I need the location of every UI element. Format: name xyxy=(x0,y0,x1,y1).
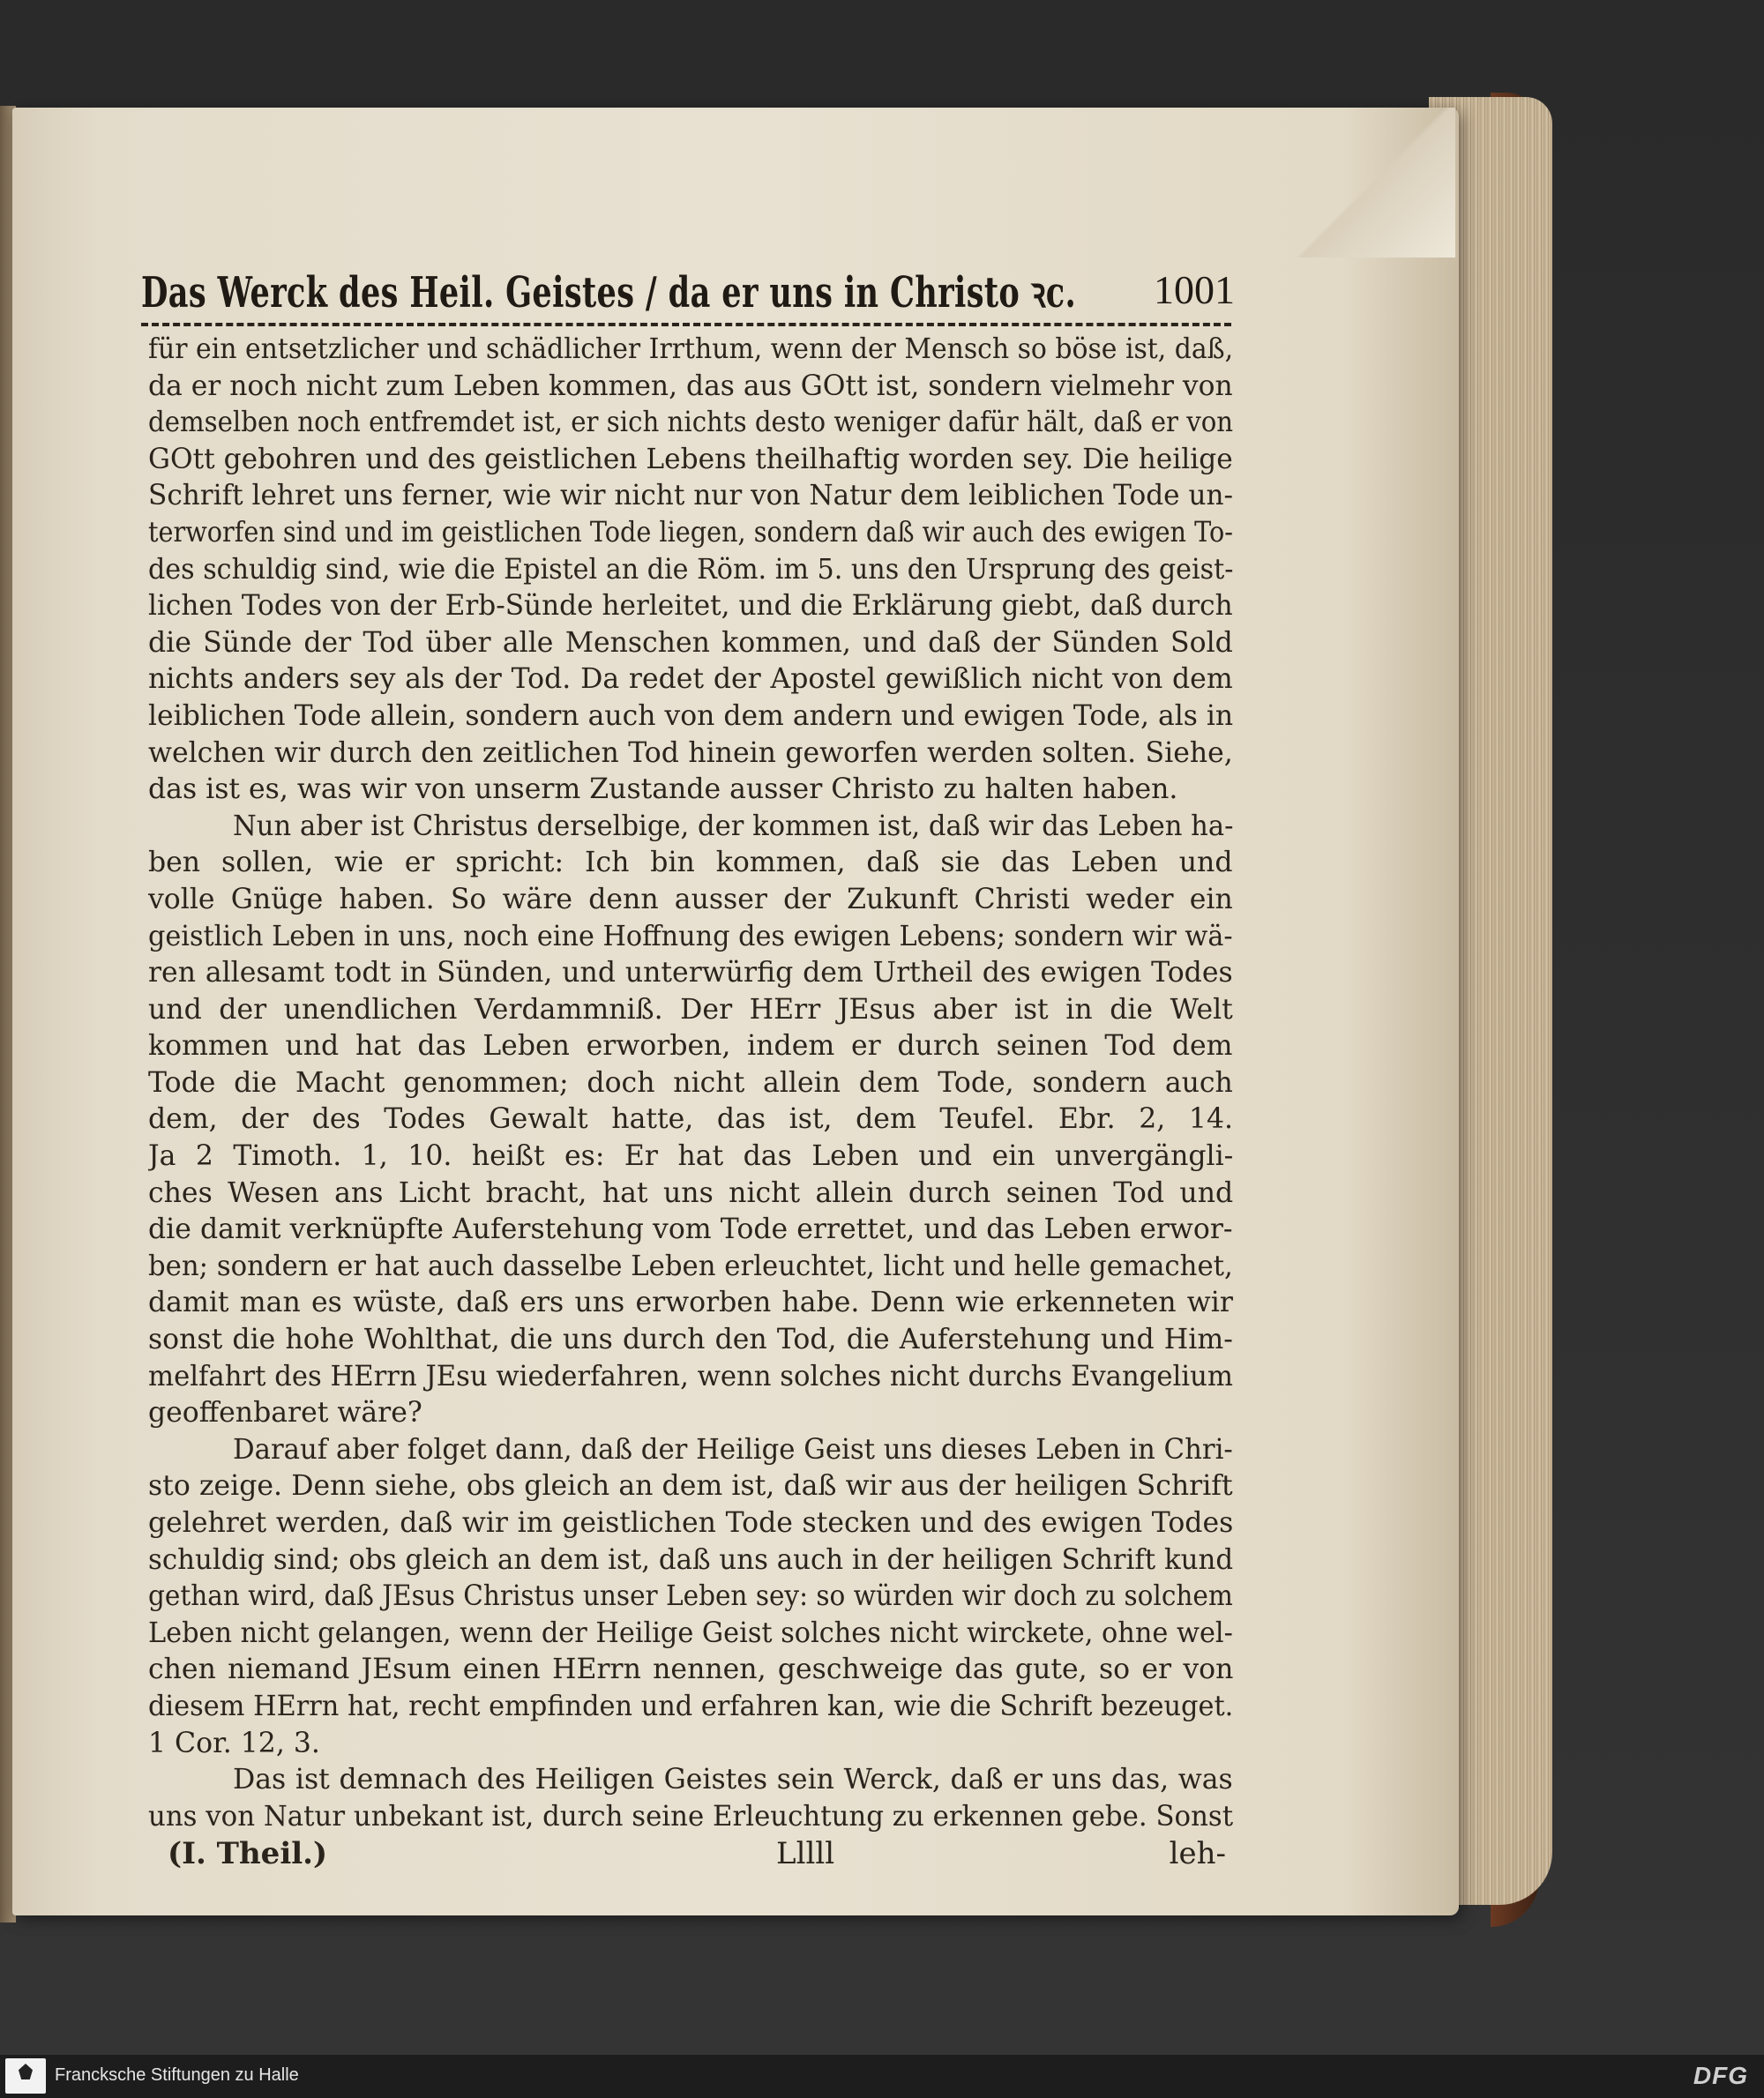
page-footer xyxy=(168,1836,1226,1880)
text-line xyxy=(148,809,1233,846)
text-line xyxy=(148,1249,1233,1286)
text-line xyxy=(148,882,1233,919)
text-line-content: gelehret werden, daß wir im geistlichen Tode stecken und des ewigen Todes xyxy=(148,1507,1233,1539)
text-line-content: sonst die hohe Wohlthat, die uns durch den Tod, die Auferstehung und Him- xyxy=(148,1324,1233,1356)
text-line xyxy=(148,1359,1233,1396)
text-line-content: Nun aber ist Christus derselbige, der kommen ist, daß wir das Leben ha- xyxy=(233,810,1233,842)
text-line-content: das ist es, was wir von unserm Zustande ausser Christo zu halten haben. xyxy=(148,773,1178,806)
text-line xyxy=(148,1542,1233,1579)
text-line-content: ben; sondern er hat auch dasselbe Leben erleuchtet, licht und helle gemachet, xyxy=(148,1250,1233,1282)
text-line-content: GOtt gebohren und des geistlichen Lebens theilhaftig worden sey. Die heilige xyxy=(148,443,1233,475)
text-line-content: Tode die Macht genommen; doch nicht allein dem Tode, sondern auch xyxy=(148,1066,1233,1099)
text-line-content: lichen Todes von der Erb-Sünde herleitet, und die Erklärung giebt, daß durch xyxy=(148,590,1233,623)
text-line xyxy=(148,1799,1233,1836)
institution-name: Francksche Stiftungen zu Halle xyxy=(55,2065,299,2085)
text-line-content: des schuldig sind, wie die Epistel an die Röm. im 5. uns den Ursprung des geist- xyxy=(148,553,1233,586)
text-line-content: für ein entsetzlicher und schädlicher Irrthum, wenn der Mensch so böse ist, daß, xyxy=(148,333,1233,365)
text-line-content: Schrift lehret uns ferner, wie wir nicht nur von Natur dem leiblichen Tode un- xyxy=(148,480,1233,512)
text-line-content: kommen und hat das Leben erworben, indem er durch seinen Tod dem xyxy=(148,1030,1233,1063)
text-line-content: ches Wesen ans Licht bracht, hat uns nicht allein durch seinen Tod und xyxy=(148,1176,1233,1209)
text-line-content: chen niemand JEsum einen HErrn nennen, geschweige das gute, so er von xyxy=(148,1654,1233,1686)
text-line-content: leiblichen Tode allein, sondern auch von dem andern und ewigen Tode, als in xyxy=(148,699,1233,732)
text-line xyxy=(148,1762,1233,1799)
text-line xyxy=(148,1468,1233,1505)
text-line-content: und der unendlichen Verdammniß. Der HErr JEsus aber ist in die Welt xyxy=(148,993,1233,1026)
text-line xyxy=(148,992,1233,1029)
text-line xyxy=(148,478,1233,515)
running-title: Das Werck des Heil. Geistes / da er uns in Christo ꝛc. xyxy=(141,268,1077,317)
text-line-content: Leben nicht gelangen, wenn der Heilige Geist solches nicht wirckete, ohne wel- xyxy=(148,1616,1233,1649)
institution-logo-icon xyxy=(5,2058,46,2094)
text-line xyxy=(148,1139,1233,1176)
text-line-content: ren allesamt todt in Sünden, und unterwürfig dem Urtheil des ewigen Todes xyxy=(148,957,1233,989)
dfg-logo: DFG xyxy=(1693,2062,1748,2089)
text-line xyxy=(148,552,1233,589)
text-line xyxy=(148,369,1233,406)
text-line xyxy=(148,515,1233,552)
text-line xyxy=(148,1212,1233,1249)
text-line xyxy=(148,1028,1233,1065)
body-text xyxy=(148,332,1233,1835)
text-line-content: da er noch nicht zum Leben kommen, das aus GOtt ist, sondern vielmehr von xyxy=(148,370,1233,402)
page-number: 1001 xyxy=(1154,267,1235,312)
text-line-content: terworfen sind und im geistlichen Tode liegen, sondern daß wir auch des ewigen To- xyxy=(148,516,1233,549)
text-line xyxy=(148,661,1233,698)
signature-mark: (I. Theil.) xyxy=(168,1836,328,1871)
text-line xyxy=(148,1652,1233,1689)
text-line xyxy=(148,1285,1233,1322)
text-line xyxy=(148,955,1233,992)
text-line-content: Ja 2 Timoth. 1, 10. heißt es: Er hat das Leben und ein unvergängli- xyxy=(148,1140,1233,1173)
page-header xyxy=(141,263,1235,325)
text-line xyxy=(148,772,1233,809)
text-line xyxy=(148,1616,1233,1653)
text-line xyxy=(148,1726,1233,1763)
text-line-content: volle Gnüge haben. So wäre denn ausser der Zukunft Christi weder ein xyxy=(148,883,1233,915)
header-rule xyxy=(141,323,1231,326)
text-line xyxy=(148,1101,1233,1139)
sheet-mark: Lllll xyxy=(776,1836,835,1871)
text-line xyxy=(148,442,1233,479)
text-line xyxy=(148,698,1233,735)
text-line-content: schuldig sind; obs gleich an dem ist, daß uns auch in der heiligen Schrift kund xyxy=(148,1543,1233,1576)
text-line-content: dem, der des Todes Gewalt hatte, das ist, dem Teufel. Ebr. 2, 14. xyxy=(148,1103,1233,1136)
text-line-content: die Sünde der Tod über alle Menschen kommen, und daß der Sünden Sold xyxy=(148,626,1233,659)
text-line xyxy=(148,1395,1233,1432)
text-line-content: nichts anders sey als der Tod. Da redet der Apostel gewißlich nicht von dem xyxy=(148,663,1233,696)
text-line-content: welchen wir durch den zeitlichen Tod hinein geworfen werden solten. Siehe, xyxy=(148,736,1233,769)
text-line-content: gethan wird, daß JEsus Christus unser Leben sey: so würden wir doch zu solchem xyxy=(148,1580,1233,1613)
viewer-bottom-bar xyxy=(0,2055,1764,2098)
text-line-content: 1 Cor. 12, 3. xyxy=(148,1727,320,1759)
text-line-content: demselben noch entfremdet ist, er sich nichts desto weniger dafür hält, daß er von xyxy=(148,407,1233,439)
text-line-content: uns von Natur unbekant ist, durch seine Erleuchtung zu erkennen gebe. Sonst xyxy=(148,1800,1233,1833)
text-line-content: damit man es wüste, daß ers uns erworben habe. Denn wie erkenneten wir xyxy=(148,1287,1233,1319)
text-line xyxy=(148,1579,1233,1616)
text-line-content: Das ist demnach des Heiligen Geistes sein Werck, daß er uns das, was xyxy=(233,1764,1233,1796)
text-line-content: Darauf aber folget dann, daß der Heilige Geist uns dieses Leben in Chri- xyxy=(233,1433,1233,1466)
text-line xyxy=(148,1176,1233,1213)
text-line xyxy=(148,588,1233,625)
text-line xyxy=(148,405,1233,442)
page-corner-fold xyxy=(1297,108,1455,258)
text-line-content: ben sollen, wie er spricht: Ich bin kommen, daß sie das Leben und xyxy=(148,847,1233,879)
text-line xyxy=(148,625,1233,662)
text-line-content: sto zeige. Denn siehe, obs gleich an dem ist, daß wir aus der heiligen Schrift xyxy=(148,1470,1233,1503)
text-line xyxy=(148,1065,1233,1102)
text-line xyxy=(148,1432,1233,1469)
text-line xyxy=(148,1689,1233,1726)
text-line xyxy=(148,845,1233,882)
text-line xyxy=(148,735,1233,773)
text-line-content: diesem HErrn hat, recht empfinden und erfahren kan, wie die Schrift bezeuget. xyxy=(148,1690,1233,1722)
text-line xyxy=(148,332,1233,369)
catchword: leh- xyxy=(1169,1836,1226,1871)
text-line-content: die damit verknüpfte Auferstehung vom Tode errettet, und das Leben erwor- xyxy=(148,1213,1233,1246)
text-line xyxy=(148,919,1233,956)
text-line xyxy=(148,1322,1233,1359)
text-line xyxy=(148,1505,1233,1542)
text-line-content: geoffenbaret wäre? xyxy=(148,1397,422,1430)
text-line-content: melfahrt des HErrn JEsu wiederfahren, wenn solches nicht durchs Evangelium xyxy=(148,1360,1233,1392)
text-line-content: geistlich Leben in uns, noch eine Hoffnung des ewigen Lebens; sondern wir wä- xyxy=(148,920,1233,952)
